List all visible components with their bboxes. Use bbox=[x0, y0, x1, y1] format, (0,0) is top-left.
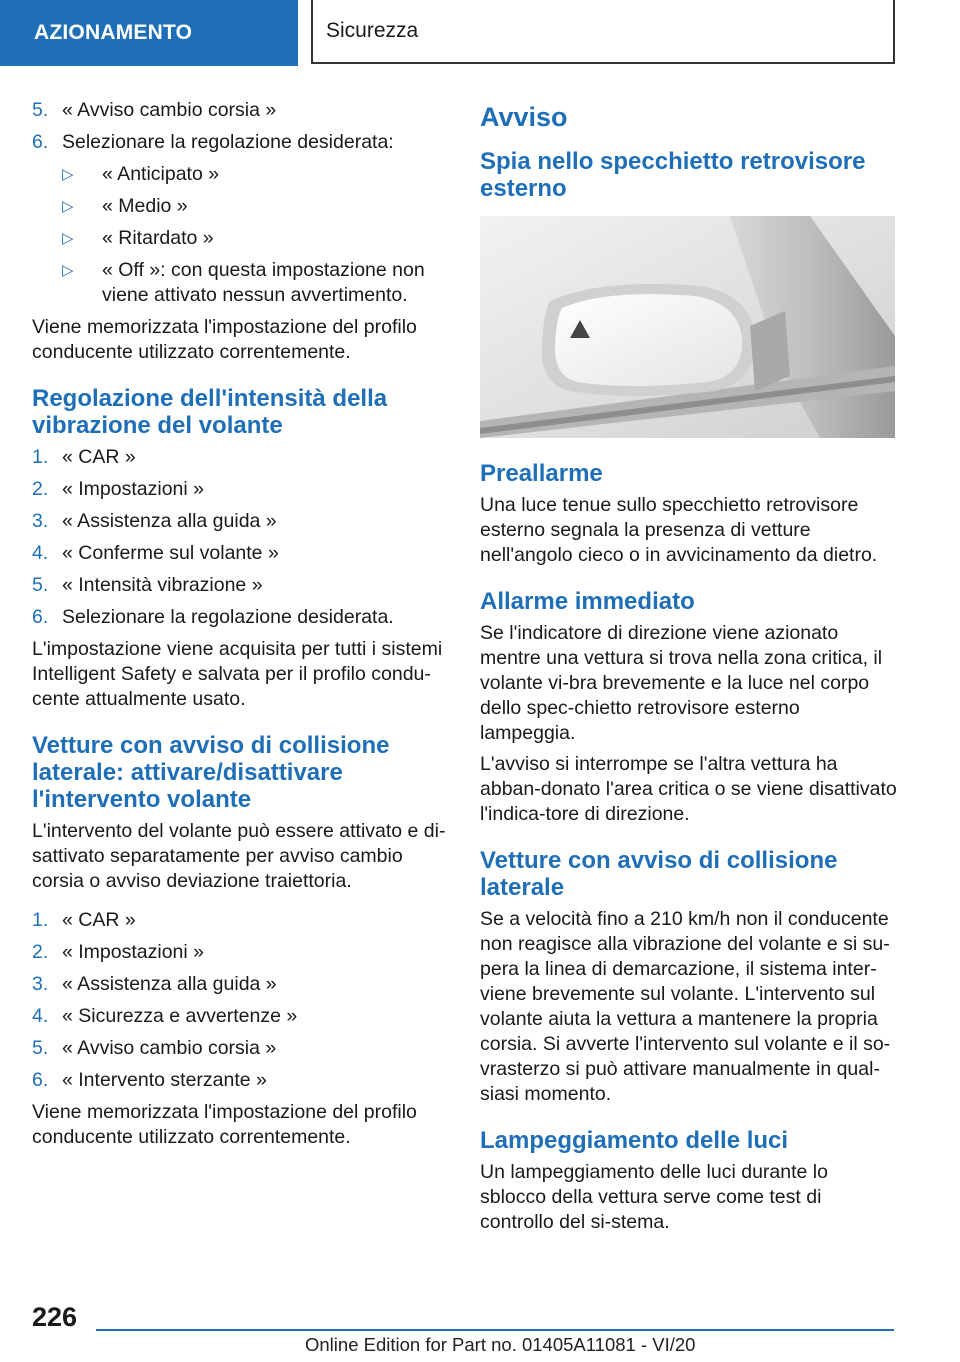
paragraph: Se l'indicatore di direzione viene azionato mentre una vettura si trova nella zona critica, il volante vi-bra brevemente e la luce nel corpo dello spec-chietto retrovisore esterno lampeggia. bbox=[480, 622, 883, 744]
options-list bbox=[32, 162, 452, 308]
paragraph: Un lampeggiamento delle luci durante lo sblocco della vettura serve come test di controllo del si-stema. bbox=[480, 1161, 828, 1233]
list-item: 1. « CAR » bbox=[32, 909, 136, 931]
paragraph: Viene memorizzata l'impostazione del profilo conducente utilizzato correntemente. bbox=[32, 316, 417, 363]
list-item: 6. Selezionare la regolazione desiderata: bbox=[32, 131, 394, 153]
paragraph: L'impostazione viene acquisita per tutti i sistemi Intelligent Safety e salvata per il profilo condu-cente attualmente usato. bbox=[32, 638, 443, 710]
list-item: 1. « CAR » bbox=[32, 446, 136, 468]
triangle-bullet-icon: ▷ bbox=[62, 198, 74, 215]
left-column bbox=[32, 98, 452, 1156]
list-item: ▷ « Anticipato » bbox=[62, 163, 220, 185]
heading-mirror-indicator: Spia nello specchietto retrovisore esterno bbox=[480, 148, 866, 202]
paragraph: L'intervento del volante può essere attivato e di-sattivato separatamente per avviso cambio corsia o avviso deviazione traiettoria. bbox=[32, 820, 446, 892]
triangle-bullet-icon: ▷ bbox=[62, 262, 74, 279]
list-item: 2. « Impostazioni » bbox=[32, 941, 204, 963]
steps-list-vibration bbox=[32, 445, 452, 630]
paragraph: Viene memorizzata l'impostazione del profilo conducente utilizzato correntemente. bbox=[32, 1101, 417, 1148]
list-item: 5. « Avviso cambio corsia » bbox=[32, 1037, 277, 1059]
heading-avviso: Avviso bbox=[480, 102, 568, 132]
list-item: ▷ « Off »: con questa impostazione non viene attivato nessun avvertimento. bbox=[62, 259, 425, 306]
page-footer bbox=[0, 1290, 960, 1362]
steps-list-lane-change bbox=[32, 98, 452, 155]
heading-vibration-intensity: Regolazione dell'intensità della vibrazione del volante bbox=[32, 385, 388, 439]
list-item: 6. Selezionare la regolazione desiderata. bbox=[32, 606, 394, 628]
list-item: 4. « Sicurezza e avvertenze » bbox=[32, 1005, 298, 1027]
heading-side-collision: Vetture con avviso di collisione laterale bbox=[480, 847, 838, 901]
list-item: 6. « Intervento sterzante » bbox=[32, 1069, 267, 1091]
list-item: 5. « Avviso cambio corsia » bbox=[32, 99, 277, 121]
footer-divider bbox=[96, 1329, 894, 1331]
heading-immediate-alarm: Allarme immediato bbox=[480, 588, 695, 615]
heading-light-flash: Lampeggiamento delle luci bbox=[480, 1127, 789, 1154]
steps-list-steering bbox=[32, 908, 452, 1093]
heading-steering-intervention: Vetture con avviso di collisione laterale: attivare/disattivare l'intervento volante bbox=[32, 732, 390, 813]
chapter-title: Sicurezza bbox=[311, 0, 895, 64]
section-tab: AZIONAMENTO bbox=[0, 0, 298, 66]
paragraph: Una luce tenue sullo specchietto retrovisore esterno segnala la presenza di vetture nell'angolo cieco o in avvicinamento da dietro. bbox=[480, 494, 878, 566]
list-item: 3. « Assistenza alla guida » bbox=[32, 510, 277, 532]
page-number: 226 bbox=[32, 1302, 78, 1332]
list-item: 3. « Assistenza alla guida » bbox=[32, 973, 277, 995]
edition-text: Online Edition for Part no. 01405A11081 - VI/20 bbox=[305, 1334, 696, 1355]
triangle-bullet-icon: ▷ bbox=[62, 166, 74, 183]
mirror-illustration bbox=[480, 216, 895, 438]
list-item: 4. « Conferme sul volante » bbox=[32, 542, 279, 564]
page-header bbox=[0, 0, 960, 66]
list-item: 2. « Impostazioni » bbox=[32, 478, 204, 500]
triangle-bullet-icon: ▷ bbox=[62, 230, 74, 247]
paragraph: Se a velocità fino a 210 km/h non il conducente non reagisce alla vibrazione del volante e si su-pera la linea di demarcazione, il sistema inter-viene brevemente sul volante. L'intervento sul volante aiuta la vettura a mantenere la propria corsia. Si avverte l'intervento sul volante e il so-vrasterzo si può attivare manualmente in qual-siasi momento. bbox=[480, 908, 891, 1105]
heading-prealarm: Preallarme bbox=[480, 460, 603, 487]
paragraph: L'avviso si interrompe se l'altra vettura ha abban-donato l'area critica o se viene disattivato l'indica-tore di direzione. bbox=[480, 753, 897, 825]
list-item: ▷ « Medio » bbox=[62, 195, 188, 217]
right-column bbox=[480, 98, 898, 1241]
list-item: ▷ « Ritardato » bbox=[62, 227, 214, 249]
list-item: 5. « Intensità vibrazione » bbox=[32, 574, 263, 596]
